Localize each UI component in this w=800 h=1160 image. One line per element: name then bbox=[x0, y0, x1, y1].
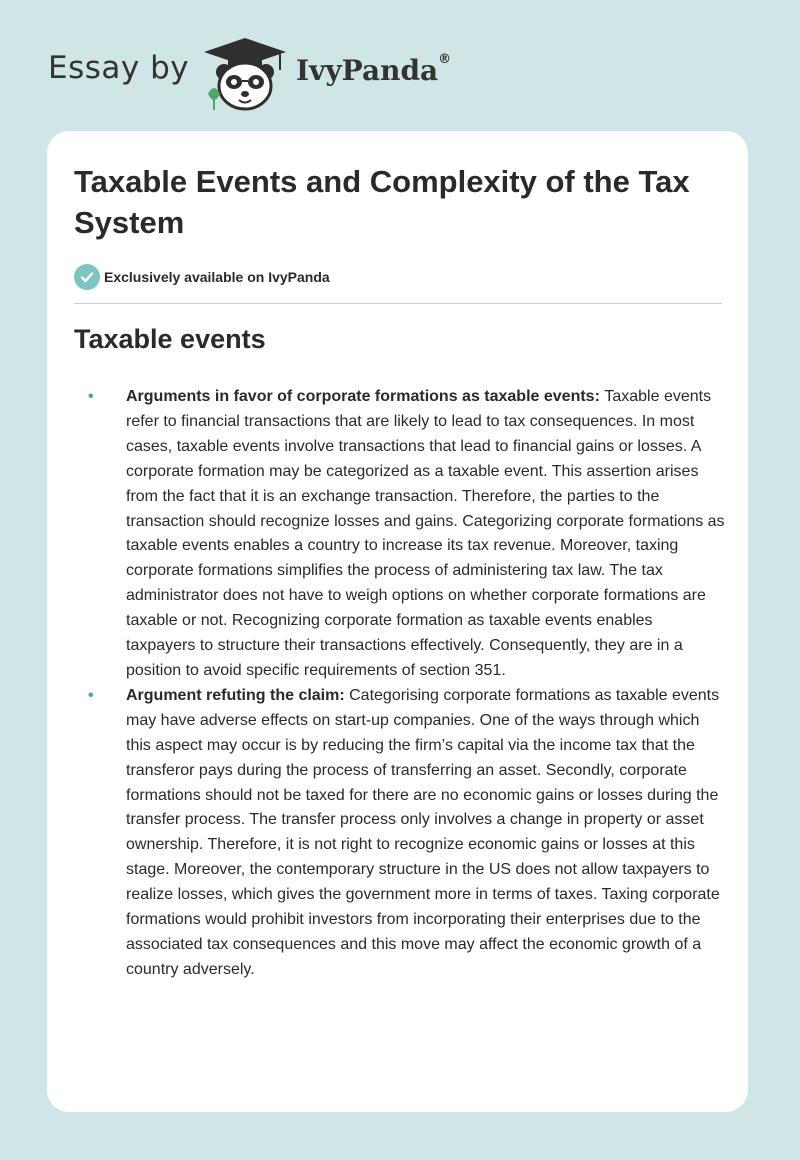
registered-mark: ® bbox=[438, 52, 452, 67]
panda-logo-icon[interactable] bbox=[200, 34, 290, 114]
site-header bbox=[48, 34, 648, 114]
item-text: Categorising corporate formations as taxable events may have adverse effects on start-up companies. One of the ways through which this aspect may occur is by reducing the firm’s capital via the income tax that the transferor pays during the process of transferring an asset. Secondly, corporate formations should not be taxed for there are no economic gains or losses during the transfer process. The transfer process only involves a change in property or asset ownership. Therefore, it is not right to recognize economic gains or losses at this stage. Moreover, the contemporary structure in the US does not allow taxpayers to realize losses, which gives the government more in terms of taxes. Taxing corporate formations would prohibit investors from incorporating their enterprises due to the associated tax consequences and this move may affect the economic growth of a country adversely. bbox=[126, 686, 720, 978]
bullet-icon: • bbox=[88, 686, 94, 704]
section-heading: Taxable events bbox=[74, 324, 266, 354]
essay-by-label: Essay by bbox=[48, 50, 190, 86]
article-card bbox=[47, 131, 748, 1112]
badge-label: Exclusively available on IvyPanda bbox=[104, 269, 330, 285]
argument-list bbox=[88, 385, 726, 983]
item-lead: Argument refuting the claim: bbox=[126, 686, 350, 704]
exclusive-badge bbox=[74, 264, 330, 290]
item-text: Taxable events refer to financial transactions that are likely to lead to tax consequences. In most cases, taxable events involve transactions that lead to financial gains or losses. A corporate formation may be categorized as a taxable event. This assertion arises from the fact that it is an exchange transaction. Therefore, the parties to the transaction should recognize losses and gains. Categorizing corporate formations as taxable events enables a country to increase its tax revenue. Moreover, taxing corporate formations simplifies the process of administering tax law. The tax administrator does not have to weigh options on whether corporate formations are taxable or not. Recognizing corporate formation as taxable events enables taxpayers to structure their transactions effectively. Consequently, they are in a position to avoid specific requirements of section 351. bbox=[126, 388, 725, 679]
divider bbox=[74, 303, 722, 304]
item-lead: Arguments in favor of corporate formations as taxable events: bbox=[126, 388, 605, 405]
bullet-icon: • bbox=[88, 388, 94, 405]
list-item bbox=[88, 684, 726, 983]
check-badge-icon bbox=[74, 264, 100, 290]
list-item bbox=[88, 385, 726, 684]
page-title: Taxable Events and Complexity of the Tax System bbox=[74, 164, 690, 240]
brand-name[interactable]: IvyPanda® bbox=[296, 52, 452, 87]
